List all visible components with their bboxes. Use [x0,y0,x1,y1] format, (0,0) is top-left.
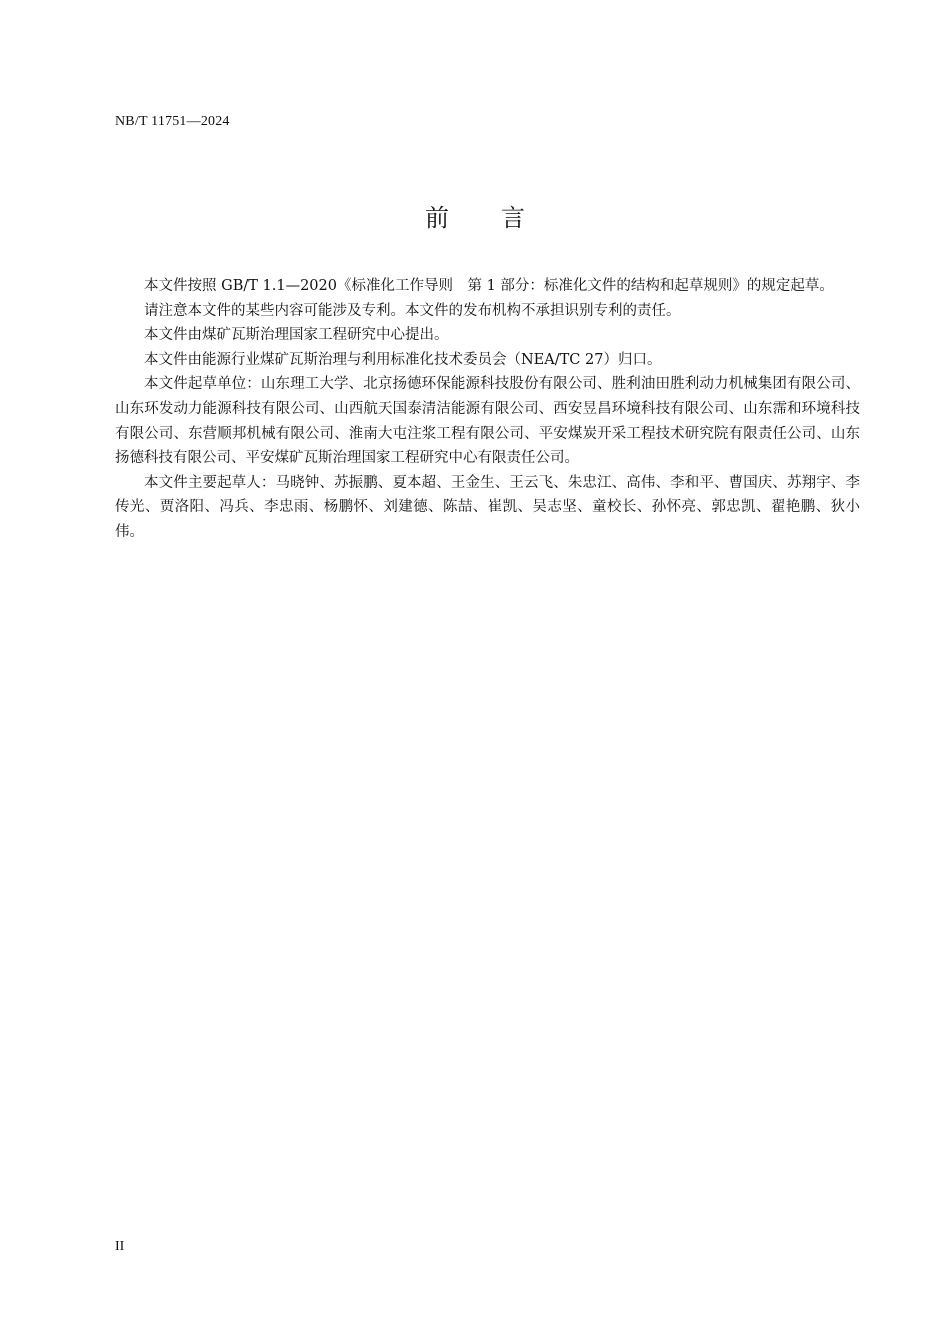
paragraph-proposer: 本文件由煤矿瓦斯治理国家工程研究中心提出。 [144,327,449,344]
paragraph-drafting-rules: 本文件按照 GB/T 1.1—2020《标准化工作导则 第 1 部分：标准化文件的结构和起草规则》的规定起草。 [144,278,834,294]
page-number: II [115,1239,125,1254]
paragraph-patent-notice: 请注意本文件的某些内容可能涉及专利。本文件的发布机构不承担识别专利的责任。 [144,302,681,319]
paragraph-main-drafters: 本文件主要起草人：马晓钟、苏振鹏、夏本超、王金生、王云飞、朱忠江、高伟、李和平、曹国庆、苏翔宇、李传光、贾洛阳、冯兵、李忠雨、杨鹏怀、刘建德、陈喆、崔凯、吴志坚、童校长、孙怀亮、郭忠凯、翟艳鹏、狄小伟。 [115,474,860,540]
foreword-body [115,274,860,545]
document-number: NB/T 11751—2024 [115,114,230,129]
paragraph-drafting-organizations: 本文件起草单位：山东理工大学、北京扬德环保能源科技股份有限公司、胜利油田胜利动力机械集团有限公司、山东环发动力能源科技有限公司、山西航天国泰清洁能源有限公司、西安昱昌环境科技有限公司、山东霈和环境科技有限公司、东营顺邦机械有限公司、淮南大屯注浆工程有限公司、平安煤炭开采工程技术研究院有限责任公司、山东扬德科技有限公司、平安煤矿瓦斯治理国家工程研究中心有限责任公司。 [115,376,860,467]
paragraph-technical-committee: 本文件由能源行业煤矿瓦斯治理与利用标准化技术委员会（NEA/TC 27）归口。 [144,351,662,368]
page-title: 前言 [425,204,577,232]
